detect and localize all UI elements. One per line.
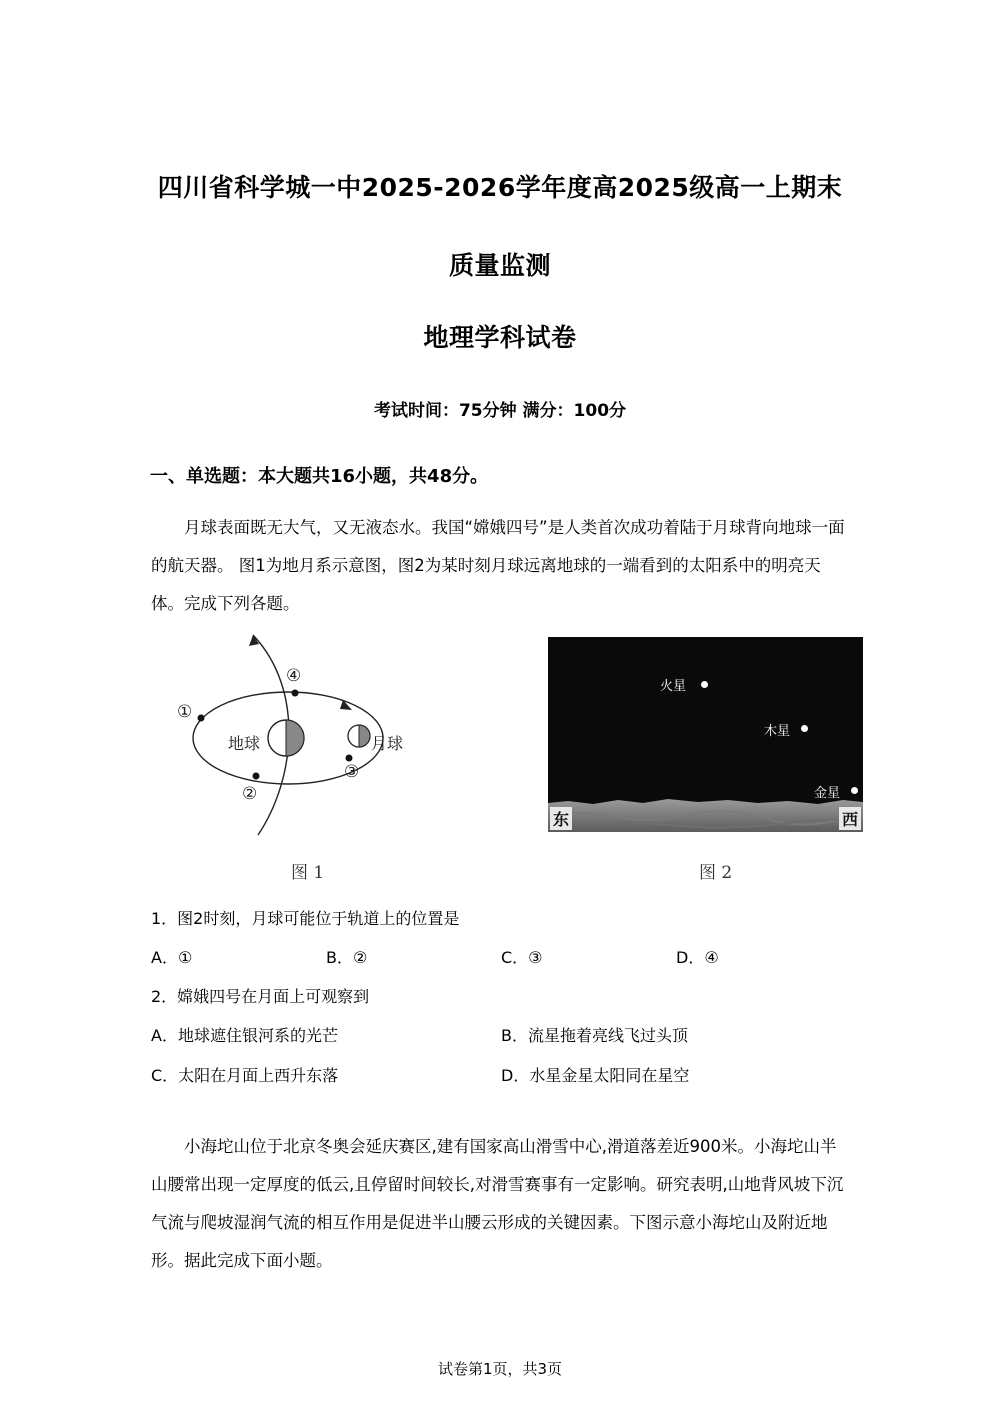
- moon-sky-photo: [548, 637, 863, 832]
- earth-shadow-half: [286, 720, 304, 756]
- venus-dot: [851, 787, 858, 794]
- passage-2: 小海坨山位于北京冬奥会延庆赛区,建有国家高山滑雪中心,滑道落差近900米。小海坨山半山腰常出现一定厚度的低云,且停留时间较长,对滑雪赛事有一定影响。研究表明,山地背风坡下沉气流与爬坡湿润气流的相互作用是促进半山腰云形成的关键因素。下图示意小海坨山及附近地形。据此完成下面小题。: [151, 1137, 844, 1270]
- mars-label: 火星: [660, 679, 687, 694]
- jupiter-dot: [801, 725, 808, 732]
- earth-label: 地球: [228, 734, 261, 753]
- passage-1: 月球表面既无大气，又无液态水。我国“嫦娥四号”是人类首次成功着陆于月球背向地球一面的航天器。 图1为地月系示意图，图2为某时刻月球远离地球的一端看到的太阳系中的明亮天体。完成下列各题。: [151, 518, 845, 613]
- question-2-stem: 2．嫦娥四号在月面上可观察到: [151, 987, 370, 1006]
- q2-option-d[interactable]: D．水星金星太阳同在星空: [501, 1066, 690, 1085]
- q1-option-c[interactable]: C．③: [501, 948, 543, 967]
- east-label: 东: [550, 807, 572, 830]
- figure-1-caption: 图 1: [291, 863, 325, 883]
- position-dot-4: [292, 690, 299, 697]
- lunar-horizon: [548, 795, 863, 832]
- figure-2-caption: 图 2: [699, 863, 733, 883]
- marker-2: ②: [242, 784, 258, 804]
- q1-option-a[interactable]: A．①: [151, 948, 193, 967]
- q2-option-c[interactable]: C．太阳在月面上西升东落: [151, 1066, 339, 1085]
- moon-label: 月球: [371, 734, 404, 753]
- position-dot-2: [253, 773, 260, 780]
- exam-info: 考试时间：75分钟 满分：100分: [373, 401, 627, 421]
- q1-option-b[interactable]: B．②: [326, 948, 368, 967]
- page-footer: 试卷第1页，共3页: [437, 1360, 563, 1378]
- q2-option-a[interactable]: A．地球遮住银河系的光芒: [151, 1026, 338, 1045]
- earth-moon-system-diagram: [170, 630, 430, 845]
- moon-shadow-half: [359, 725, 370, 747]
- exam-title-line2: 质量监测: [448, 251, 551, 280]
- marker-4: ④: [286, 666, 302, 686]
- position-dot-1: [198, 715, 205, 722]
- venus-label: 金星: [814, 786, 841, 801]
- mars-dot: [701, 681, 708, 688]
- q1-option-d[interactable]: D．④: [676, 948, 719, 967]
- position-dot-3: [346, 755, 353, 762]
- question-1-stem: 1．图2时刻，月球可能位于轨道上的位置是: [151, 909, 460, 928]
- q2-option-b[interactable]: B．流星拖着亮线飞过头顶: [501, 1026, 688, 1045]
- west-label: 西: [839, 807, 861, 830]
- jupiter-label: 木星: [764, 724, 791, 739]
- exam-title-line1: 四川省科学城一中2025-2026学年度高2025级高一上期末: [157, 173, 843, 202]
- marker-1: ①: [177, 702, 193, 722]
- subject-title: 地理学科试卷: [423, 323, 577, 352]
- section-heading: 一、单选题：本大题共16小题，共48分。: [150, 466, 489, 487]
- marker-3: ③: [344, 762, 360, 782]
